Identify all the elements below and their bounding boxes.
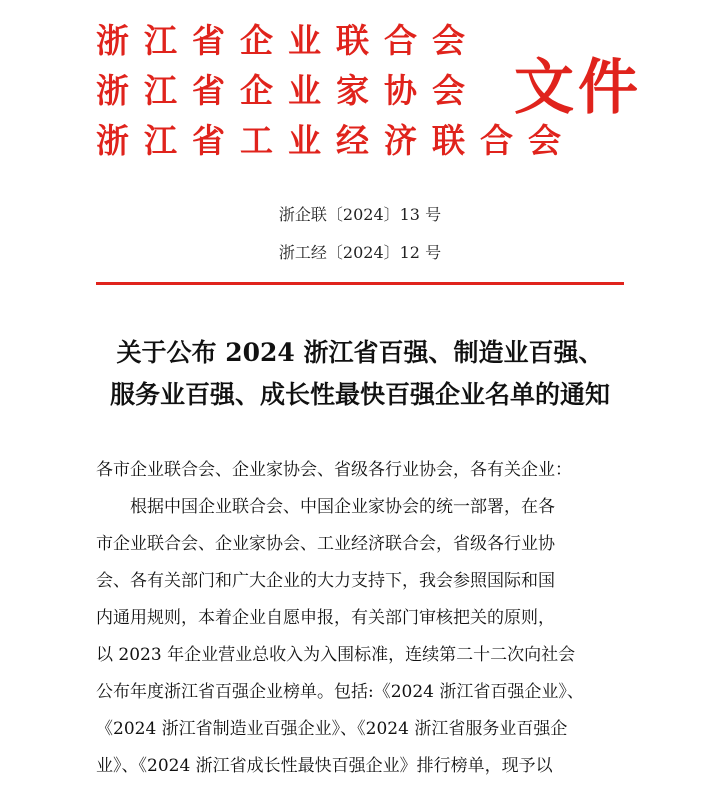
issuer-name-1: 浙江省企业联合会 xyxy=(96,21,480,60)
notice-title-line-1: 关于公布 2024 浙江省百强、制造业百强、 xyxy=(116,338,604,367)
notice-body xyxy=(96,452,626,785)
body-line: 根据中国企业联合会、中国企业家协会的统一部署，在各 xyxy=(96,497,555,517)
body-line: 公布年度浙江省百强企业榜单。包括:《2024 浙江省百强企业》、 xyxy=(96,682,584,702)
body-line: 内通用规则，本着企业自愿申报，有关部门审核把关的原则， xyxy=(96,608,555,628)
body-line: 会、各有关部门和广大企业的大力支持下，我会参照国际和国 xyxy=(96,571,555,591)
document-header xyxy=(0,0,720,175)
body-line: 市企业联合会、企业家协会、工业经济联合会，省级各行业协 xyxy=(96,534,555,554)
body-line: 《2024 浙江省制造业百强企业》、《2024 浙江省服务业百强企 xyxy=(96,719,568,739)
body-line: 各市企业联合会、企业家协会、省级各行业协会，各有关企业： xyxy=(96,460,572,480)
issuer-name-2: 浙江省企业家协会 xyxy=(96,71,480,110)
issuer-name-3: 浙江省工业经济联合会 xyxy=(96,121,576,160)
body-line: 以 2023 年企业营业总收入为入围标准，连续第二十二次向社会 xyxy=(96,645,576,665)
header-divider-rule xyxy=(96,282,624,285)
notice-title-line-2: 服务业百强、成长性最快百强企业名单的通知 xyxy=(109,380,610,409)
document-type-label: 文件 xyxy=(514,53,642,123)
document-number-2: 浙工经〔2024〕12 号 xyxy=(278,243,442,262)
document-number-1: 浙企联〔2024〕13 号 xyxy=(278,205,442,224)
body-line: 业》、《2024 浙江省成长性最快百强企业》排行榜单，现予以 xyxy=(96,756,553,776)
